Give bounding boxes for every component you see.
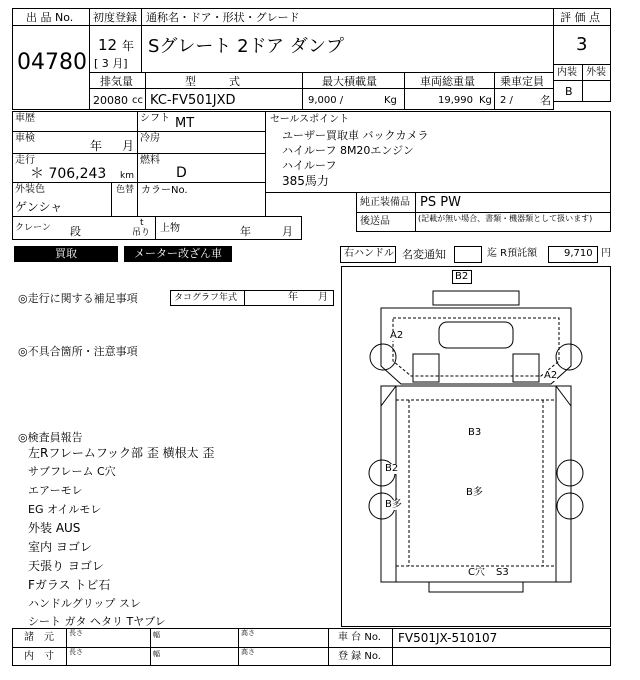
max-load-value: 9,000 /: [308, 95, 344, 106]
genuine-equipment-label: 純正装備品: [360, 197, 410, 208]
deposit-value: 9,710: [564, 248, 593, 259]
upper-month: 月: [282, 225, 293, 238]
defects-label: ◎不具合箇所・注意事項: [18, 345, 138, 358]
capacity-label: 乗車定員: [500, 75, 544, 88]
reg-year-unit: 年: [122, 39, 135, 53]
color-no-label: カラーNo.: [141, 185, 188, 196]
mileage-unit: km: [120, 171, 134, 181]
inspection-month: 月: [122, 139, 135, 153]
length-label: 長さ: [69, 629, 83, 637]
aftermarket-label: 後送品: [360, 216, 390, 227]
crane-stage: 段: [70, 225, 81, 238]
damage-mark-c-hole: C穴: [468, 567, 485, 578]
mileage-label: 走行: [15, 155, 35, 166]
model-name: Sグレート 2ドア ダンプ: [148, 36, 344, 57]
tacho-year: 年: [288, 292, 298, 303]
lot-label: 出 品 No.: [26, 11, 74, 24]
inspector-line-3: エアーモレ: [28, 484, 83, 497]
shift-label: シフト: [140, 113, 170, 124]
shift-value: MT: [175, 116, 195, 131]
fuel-label: 燃料: [140, 155, 160, 166]
damage-mark-b2-left: B2: [385, 463, 399, 474]
interior-label: 内装: [557, 67, 577, 78]
reg-no-label: 登 録 No.: [338, 651, 381, 662]
sales-point-line-3: ハイルーフ: [282, 159, 337, 172]
crane-box: [12, 216, 302, 240]
driving-notes-label: ◎走行に関する補足事項: [18, 292, 138, 305]
color-change-label: 色替: [116, 185, 135, 195]
mileage-value: ＊ 706,243: [30, 166, 107, 182]
damage-mark-b2-top: B2: [455, 271, 469, 282]
name-change-label: 名変通知: [402, 248, 446, 261]
inner-height-label: 高さ: [241, 648, 255, 656]
max-load-unit: Kg: [384, 95, 397, 106]
sales-point-line-4: 385馬力: [282, 174, 329, 188]
ext-color-label: 外装色: [15, 184, 45, 195]
interior-grade: B: [565, 85, 573, 98]
crane-hang: 吊り: [132, 228, 151, 238]
name-change-box: [454, 246, 482, 263]
genuine-equipment-value: PS PW: [420, 195, 461, 210]
height-label: 高さ: [241, 629, 255, 637]
exterior-label: 外装: [586, 67, 606, 78]
tacho-month: 月: [318, 292, 328, 303]
tachograph-label: タコグラフ年式: [174, 293, 238, 303]
crane-label: クレーン: [15, 223, 51, 233]
damage-mark-b-many-center: B多: [466, 487, 483, 498]
capacity-value: 2 /: [500, 95, 513, 106]
chassis-label: 車 台 No.: [338, 632, 381, 643]
capacity-unit: 名: [540, 94, 551, 107]
reg-month: [ 3 月]: [94, 57, 128, 70]
upper-label: 上物: [160, 223, 180, 234]
right-hand-label: 右ハンドル: [344, 248, 394, 259]
lot-number: 04780: [17, 50, 87, 75]
aftermarket-note: (記載が無い場合、書類・機器類として扱います): [418, 214, 593, 223]
displacement-label: 排気量: [100, 75, 133, 88]
odometer-tampered-badge: メーター改ざん車: [124, 246, 232, 262]
displacement-unit: cc: [132, 95, 143, 106]
ext-color-value: ゲンシャ: [15, 200, 63, 214]
width-label: 幅: [153, 631, 160, 639]
inspector-line-10: シート ガタ ヘタリ Tヤブレ: [28, 615, 166, 628]
crane-ton: t: [140, 218, 144, 228]
inner-dims-label: 内 寸: [24, 651, 54, 662]
history-label: 車歴: [15, 113, 35, 124]
max-load-label: 最大積載量: [322, 75, 377, 88]
inspection-label: 車検: [15, 133, 35, 144]
deposit-label: 迄 R預託額: [487, 248, 538, 259]
inspector-line-2: サブフレーム C穴: [28, 465, 116, 478]
type-label: 型 式: [185, 75, 240, 88]
damage-mark-b3: B3: [468, 427, 482, 438]
inspection-year: 年: [90, 139, 103, 153]
damage-mark-b-many-left: B多: [385, 499, 402, 510]
upper-year: 年: [240, 225, 251, 238]
inner-width-label: 幅: [153, 650, 160, 658]
purchase-badge: 買取: [14, 246, 118, 262]
model-name-label: 通称名・ドア・形状・グレード: [146, 11, 300, 24]
inspector-line-6: 室内 ヨゴレ: [28, 540, 92, 554]
inspector-line-7: 天張り ヨゴレ: [28, 559, 104, 573]
gross-weight-label: 車両総重量: [420, 75, 475, 88]
displacement-value: 20080: [93, 94, 128, 107]
sales-point-line-1: ユーザー買取車 バックカメラ: [282, 129, 429, 142]
sales-point-line-2: ハイルーフ 8M20エンジン: [282, 144, 414, 157]
chassis-value: FV501JX-510107: [398, 631, 498, 645]
inner-length-label: 長さ: [69, 648, 83, 656]
inspector-line-1: 左Rフレームフック部 歪 横根太 歪: [28, 446, 215, 460]
model-code: KC-FV501JXD: [150, 93, 236, 108]
reg-year: 12: [98, 36, 118, 54]
gross-weight-unit: Kg: [479, 95, 492, 106]
gross-weight-value: 19,990: [438, 95, 473, 106]
deposit-unit: 円: [601, 248, 611, 259]
damage-mark-a2-left: A2: [390, 330, 404, 341]
fuel-value: D: [176, 165, 187, 181]
inspector-line-4: EG オイルモレ: [28, 503, 102, 516]
inspector-report-label: ◎検査員報告: [18, 431, 83, 444]
dims-label: 諸 元: [24, 632, 54, 643]
score-label: 評 価 点: [560, 11, 600, 24]
ac-label: 冷房: [140, 133, 160, 144]
first-reg-label: 初度登録: [93, 11, 137, 24]
score-value: 3: [576, 34, 588, 55]
inspector-line-9: ハンドルグリップ スレ: [28, 597, 141, 610]
inspector-line-8: Fガラス トビ石: [28, 578, 111, 592]
damage-mark-s3: S3: [496, 567, 509, 578]
inspector-line-5: 外装 AUS: [28, 521, 81, 535]
sales-points-label: セールスポイント: [270, 114, 350, 125]
damage-mark-a2-right: A2: [544, 370, 558, 381]
